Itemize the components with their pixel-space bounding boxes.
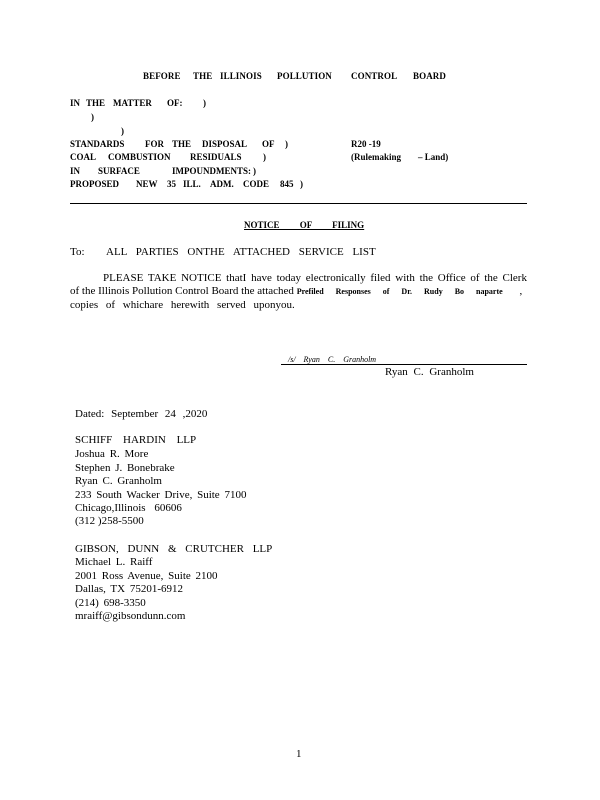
date-line: Dated: September 24 ,2020 [75, 408, 208, 420]
caption-paren: ) [253, 166, 256, 176]
body-line [70, 285, 522, 297]
firm-line: (312 )258-5500 [75, 515, 144, 527]
header-word: THE [193, 71, 213, 81]
firm-line: Michael L. Raiff [75, 556, 153, 568]
caption-word: IN [70, 98, 81, 108]
caption-word: MATTER [113, 98, 152, 108]
caption-word: COMBUSTION [108, 152, 171, 162]
signature-line [281, 364, 527, 365]
header-word: CONTROL [351, 71, 398, 81]
caption-word: DISPOSAL [202, 139, 248, 149]
caption-paren: ) [203, 98, 206, 108]
caption-word: FOR [145, 139, 164, 149]
page-number: 1 [296, 748, 302, 760]
firm-line: Ryan C. Granholm [75, 475, 162, 487]
caption-word: NEW [136, 179, 158, 189]
separator-line [70, 203, 527, 204]
caption-paren: ) [121, 126, 124, 136]
caption-word: PROPOSED [70, 179, 120, 189]
caption-paren: ) [263, 152, 266, 162]
body-line: PLEASE TAKE NOTICE thatI have today electronically filed with the Office of the Clerk [103, 272, 527, 284]
firm-line: Stephen J. Bonebrake [75, 462, 175, 474]
caption-paren: ) [285, 139, 288, 149]
caption-word: COAL [70, 152, 97, 162]
caption-word: THE [172, 139, 192, 149]
body-text: of the Illinois Pollution Control Board the attached [70, 285, 294, 297]
body-line: copies of whichare herewith served uponyou. [70, 299, 295, 311]
caption-word: THE [86, 98, 106, 108]
caption-word: IMPOUNDMENTS: [172, 166, 251, 176]
caption-word: CODE [243, 179, 270, 189]
firm-name: GIBSON, DUNN & CRUTCHER LLP [75, 543, 273, 555]
electronic-signature: /s/ Ryan C. Granholm [288, 355, 377, 364]
caption-word: ADM. [210, 179, 234, 189]
caption-word: STANDARDS [70, 139, 125, 149]
caption-word: SURFACE [98, 166, 140, 176]
header-word: ILLINOIS [220, 71, 262, 81]
to-label: To: [70, 246, 85, 258]
caption-word: ILL. [183, 179, 201, 189]
signer-name: Ryan C. Granholm [385, 366, 474, 378]
header-word: POLLUTION [277, 71, 332, 81]
caption-word: OF: [167, 98, 183, 108]
caption-paren: ) [91, 112, 94, 122]
caption-paren: ) [300, 179, 303, 189]
firm-name: SCHIFF HARDIN LLP [75, 434, 197, 446]
caption-word: 845 [280, 179, 294, 189]
caption-word: RESIDUALS [190, 152, 242, 162]
docket-type: – Land) [418, 152, 449, 162]
caption-word: 35 [167, 179, 176, 189]
header-word: BEFORE [143, 71, 181, 81]
firm-line: Dallas, TX 75201-6912 [75, 583, 183, 595]
notice-title: NOTICE OF FILING [244, 220, 365, 230]
caption-word: OF [262, 139, 275, 149]
to-text: ALL PARTIES ONTHE ATTACHED SERVICE LIST [106, 246, 376, 258]
firm-line: (214) 698-3350 [75, 597, 146, 609]
docket-type: (Rulemaking [351, 152, 402, 162]
firm-line: Joshua R. More [75, 448, 149, 460]
filed-document-title: Prefiled Responses of Dr. Rudy Bo naparte [296, 287, 503, 296]
firm-email: mraiff@gibsondunn.com [75, 610, 186, 622]
body-text: , [519, 285, 523, 297]
docket-number: R20 -19 [351, 139, 381, 149]
firm-line: 2001 Ross Avenue, Suite 2100 [75, 570, 218, 582]
caption-word: IN [70, 166, 81, 176]
header-word: BOARD [413, 71, 447, 81]
firm-line: 233 South Wacker Drive, Suite 7100 [75, 489, 247, 501]
firm-line: Chicago,Illinois 60606 [75, 502, 182, 514]
